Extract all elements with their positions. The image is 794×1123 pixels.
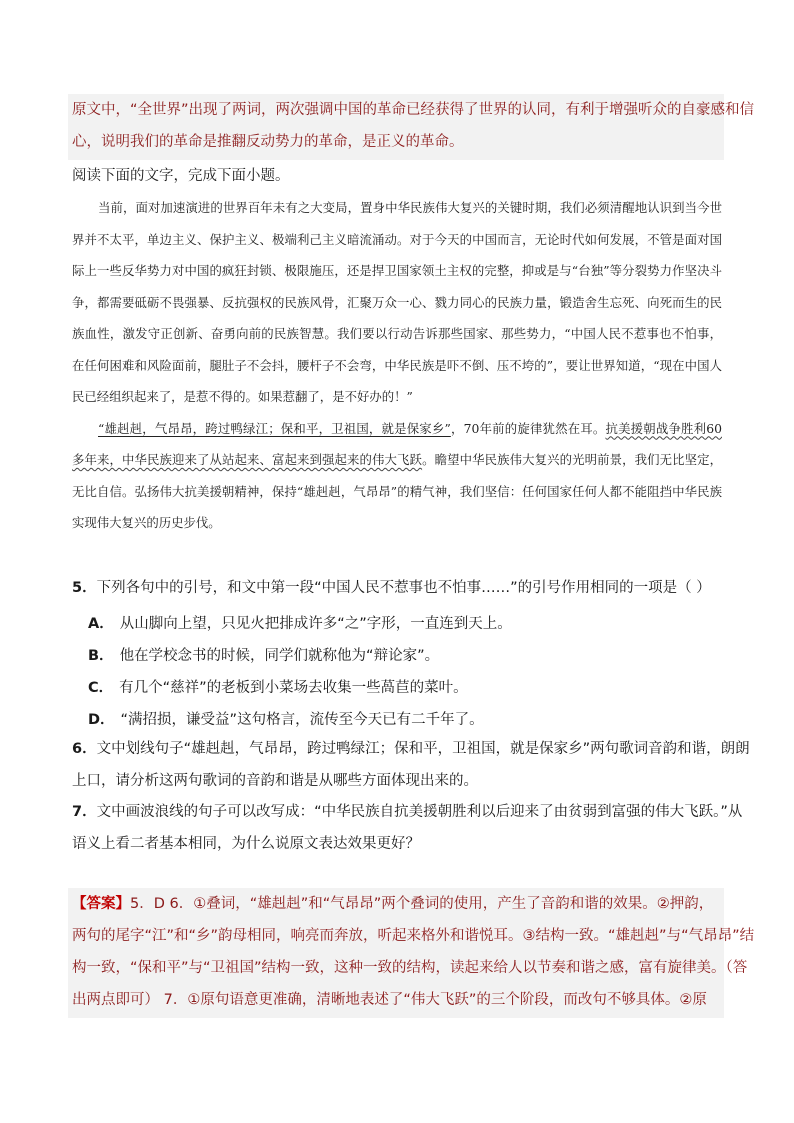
question-5-text: 下列各句中的引号，和文中第一段“中国人民不惹事也不怕事……”的引号作用相同的一项是（ ） [96,580,711,596]
question-5-option-d[interactable] [88,708,484,729]
passage-text-b: 。瞻望中华民族伟大复兴的光明前景，我们无比坚定，无比自信。弘扬伟大抗美援朝精神，保持“雄赳赳，气昂昂”的精气神，我们坚信：任何国家任何人都不能阻挡中华民族实现伟大复兴的历史步伐。 [72,452,723,530]
answer-box [68,888,755,1018]
reading-instruction: 阅读下面的文字，完成下面小题。 [72,168,290,184]
passage-text-a: ，70年前的旋律犹然在耳。 [450,420,606,436]
option-text: 他在学校念书的时候，同学们就称他为“辩论家”。 [119,648,440,664]
question-5-number: 5． [72,580,97,596]
question-6-line-1: 文中划线句子“雄赳赳，气昂昂，跨过鸭绿江；保和平，卫祖国，就是保家乡”两句歌词音韵和谐，朗朗 [96,741,750,757]
question-7-line-1: 文中画波浪线的句子可以改写成：“中华民族自抗美援朝胜利以后迎来了由贫弱到富强的伟大飞跃。”从 [96,804,743,820]
answer-line-1: 5．D 6．①叠词，“雄赳赳”和“气昂昂”两个叠词的使用，产生了音韵和谐的效果。②押韵， [130,896,714,912]
question-6 [72,734,750,797]
question-7 [72,797,743,860]
option-letter: D． [88,712,115,728]
intro-note-box [68,94,755,160]
answer-line-3: 构一致，“保和平”与“卫祖国”结构一致，这种一致的结构，读起来给人以节奏和谐之感，富有旋律美。（答 [72,960,748,976]
question-7-line-2: 语义上看二者基本相同，为什么说原文表达效果更好？ [72,835,420,852]
passage-paragraph-2 [72,413,722,539]
question-5-option-b[interactable] [88,644,439,665]
answer-line-2: 两句的尾字“江”和“乡”韵母相同，响亮而奔放，听起来格外和谐悦耳。③结构一致。“雄赳赳”与“气昂昂”结 [72,928,755,944]
passage-paragraph-1: 当前，面对加速演进的世界百年未有之大变局，置身中华民族伟大复兴的关键时期，我们必须清醒地认识到当今世界并不太平，单边主义、保护主义、极端利己主义暗流涌动。对于今天的中国而言，无论时代如何发展，不管是面对国际上一些反华势力对中国的疯狂封锁、极限施压，还是捍卫国家领土主权的完整，抑或是与“台独”等分裂势力作坚决斗争，都需要砥砺不畏强暴、反抗强权的民族风骨，汇聚万众一心、戮力同心的民族力量，锻造舍生忘死、向死而生的民族血性，激发守正创新、奋勇向前的民族智慧。我们要以行动告诉那些国家、那些势力，“中国人民不惹事也不怕事，在任何困难和风险面前，腿肚子不会抖，腰杆子不会弯，中华民族是吓不倒、压不垮的”，要让世界知道，“现在中国人民已经组织起来了，是惹不得的。如果惹翻了，是不好办的！” [72,200,722,404]
option-letter: C． [88,680,114,696]
intro-note-line-1: 原文中，“全世界”出现了两词，两次强调中国的革命已经获得了世界的认同，有利于增强听众的自豪感和信 [72,102,755,118]
question-6-number: 6． [72,741,97,757]
answer-line-4: 出两点即可） 7．①原句语意更准确，清晰地表述了“伟大飞跃”的三个阶段，而改句不够具体。②原 [72,992,707,1008]
question-6-line-2: 上口，请分析这两句歌词的音韵和谐是从哪些方面体现出来的。 [72,772,478,789]
option-text: 从山脚向上望，只见火把排成许多“之”字形，一直连到天上。 [119,616,512,632]
option-text: 有几个“慈祥”的老板到小菜场去收集一些萵苣的菜叶。 [119,680,468,696]
underlined-sentence: “雄赳赳，气昂昂，跨过鸭绿江；保和平，卫祖国，就是保家乡” [98,420,451,436]
option-text: “满招损，谦受益”这句格言，流传至今天已有二千年了。 [120,712,484,728]
question-7-number: 7． [72,804,97,820]
wavy-underlined-sentence: 抗美援朝战争胜利60多年来，中华民族迎来了从站起来、富起来到强起来的伟大飞跃 [72,420,722,467]
question-5 [72,573,724,605]
question-5-option-a[interactable] [88,612,512,633]
intro-note-line-2: 心，说明我们的革命是推翻反动势力的革命，是正义的革命。 [72,134,464,150]
reading-passage [72,192,722,539]
option-letter: A． [88,616,114,632]
option-letter: B． [88,648,114,664]
question-5-option-c[interactable] [88,676,468,697]
answer-tag: 【答案】 [72,896,130,912]
